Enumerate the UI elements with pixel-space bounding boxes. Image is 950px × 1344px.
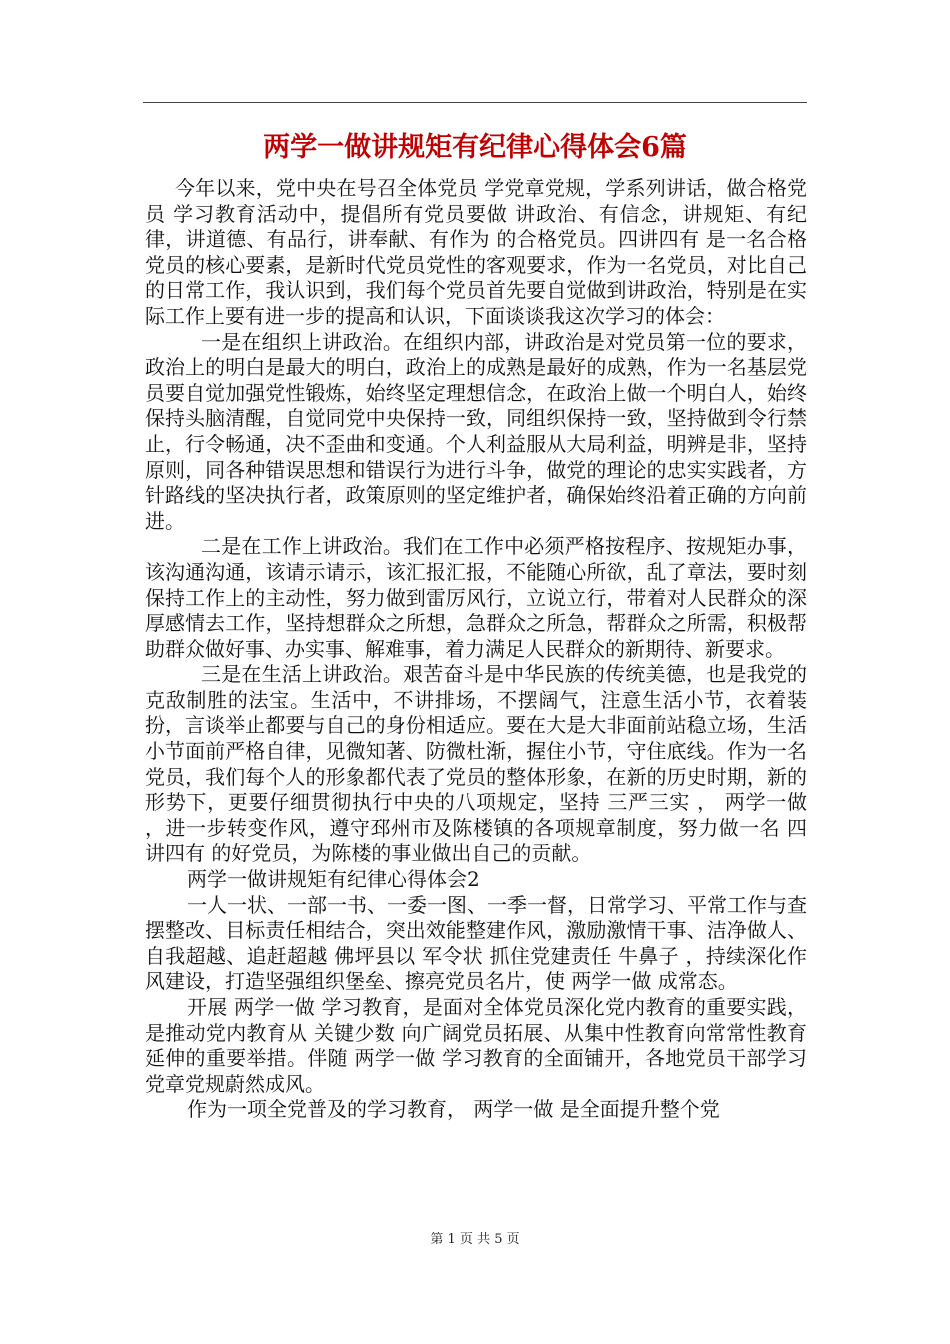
paragraph-point-one: 一是在组织上讲政治。在组织内部，讲政治是对党员第一位的要求，政治上的明白是最大的明白，政治上的成熟是最好的成熟，作为一名基层党员要自觉加强党性锻炼，始终坚定理想信念，在政治上做一个明白人，始终保持头脑清醒，自觉同党中央保持一致，同组织保持一致，坚持做到令行禁止，行令畅通，决不歪曲和变通。个人利益服从大局利益，明辨是非，坚持原则，同各种错误思想和错误行为进行斗争，做党的理论的忠实实践者，方针路线的坚决执行者，政策原则的坚定维护者，确保始终沿着正确的方向前进。 [145, 329, 807, 533]
section-heading-2: 两学一做讲规矩有纪律心得体会2 [187, 867, 480, 892]
document-body [145, 176, 807, 1123]
paragraph-point-two: 二是在工作上讲政治。我们在工作中必须严格按程序、按规矩办事，该沟通沟通，该请示请示，该汇报汇报，不能随心所欲，乱了章法，要时刻保持工作上的主动性，努力做到雷厉风行，立说立行，带着对人民群众的深厚感情去工作，坚持想群众之所想，急群众之所急，帮群众之所需，积极帮助群众做好事、办实事、解难事，着力满足人民群众的新期待、新要求。 [145, 534, 807, 661]
paragraph-section2-a: 一人一状、一部一书、一委一图、一季一督，日常学习、平常工作与查摆整改、目标责任相结合，突出效能整建作风，激励激情干事、洁净做人、自我超越、追赶超越 佛坪县以 军令状 抓住党建责任 牛鼻子 ，持续深化作风建设，打造坚强组织堡垒、擦亮党员名片，使 两学一做 成常态。 [145, 892, 807, 994]
paragraph-section2-c: 作为一项全党普及的学习教育， 两学一做 是全面提升整个党 [187, 1097, 720, 1122]
paragraph-section2-b: 开展 两学一做 学习教育，是面对全体党员深化党内教育的重要实践，是推动党内教育从 关键少数 向广阔党员拓展、从集中性教育向常常性教育延伸的重要举措。伴随 两学一做 学习教育的全面铺开，各地党员干部学习党章党规蔚然成风。 [145, 995, 807, 1096]
header-rule [143, 102, 807, 103]
document-title: 两学一做讲规矩有纪律心得体会6篇 [263, 132, 687, 163]
paragraph-intro: 今年以来，党中央在号召全体党员 学党章党规，学系列讲话，做合格党员 学习教育活动中，提倡所有党员要做 讲政治、有信念，讲规矩、有纪律，讲道德、有品行，讲奉献、有作为 的合格党员。四讲四有 是一名合格党员的核心要素，是新时代党员党性的客观要求，作为一名党员，对比自己的日常工作，我认识到，我们每个党员首先要自觉做到讲政治，特别是在实际工作上要有进一步的提高和认识，下面谈谈我这次学习的体会： [145, 176, 807, 328]
paragraph-point-three: 三是在生活上讲政治。艰苦奋斗是中华民族的传统美德，也是我党的克敌制胜的法宝。生活中，不讲排场，不摆阔气，注意生活小节，衣着装扮，言谈举止都要与自己的身份相适应。要在大是大非面前站稳立场，生活小节面前严格自律，见微知著、防微杜渐，握住小节，守住底线。作为一名党员，我们每个人的形象都代表了党员的整体形象，在新的历史时期，新的形势下，更要仔细贯彻执行中央的八项规定，坚持 三严三实 ， 两学一做 ，进一步转变作风，遵守邳州市及陈楼镇的各项规章制度，努力做一名 四讲四有 的好党员，为陈楼的事业做出自己的贡献。 [145, 662, 807, 866]
page-number-footer: 第 1 页 共 5 页 [430, 1232, 520, 1247]
